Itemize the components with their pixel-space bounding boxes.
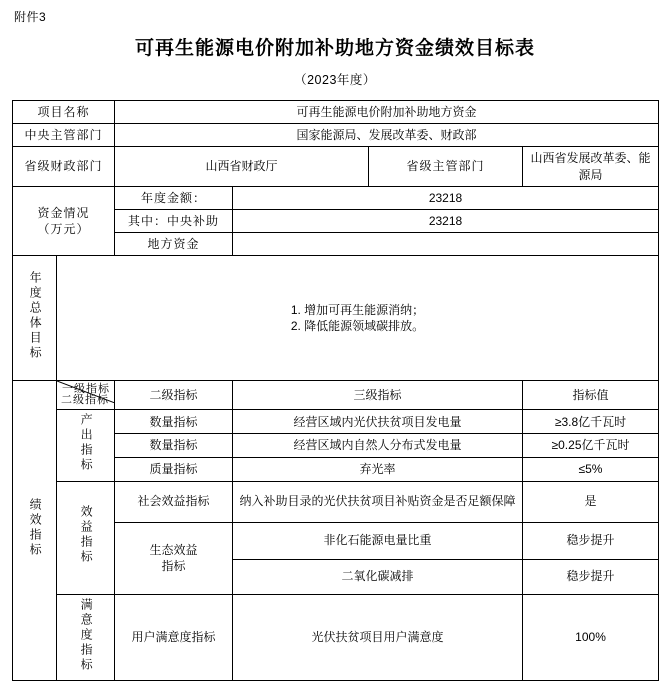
value-header: 指标值 (523, 381, 659, 410)
funding-label (13, 186, 115, 256)
indicator-value-5: 稳步提升 (523, 559, 659, 594)
local-funds-label: 地方资金 (115, 233, 233, 256)
category-satisfaction (57, 594, 115, 680)
attachment-number: 附件3 (14, 10, 47, 24)
indicator-level2-0: 数量指标 (115, 410, 233, 434)
table-row-annual-goal (13, 256, 659, 381)
indicator-value-1: ≥0.25亿千瓦时 (523, 434, 659, 458)
central-subsidy-label: 其中：中央补助 (115, 209, 233, 232)
indicator-level2-4 (115, 522, 233, 594)
table-row-project-name (13, 101, 659, 124)
annual-amount-label: 年度金额： (115, 186, 233, 209)
central-dept-value: 国家能源局、发展改革委、财政部 (115, 124, 659, 147)
annual-goal-line-2: 2. 降低能源领域碳排放。 (290, 319, 425, 334)
provincial-dept-value: 山西省发展改革委、能源局 (523, 147, 659, 186)
category-benefit (57, 481, 115, 594)
table-row-central-dept (13, 124, 659, 147)
annual-goal-label-text: 年度总体目标 (28, 271, 43, 362)
indicator-level3-0: 经营区域内光伏扶贫项目发电量 (233, 410, 523, 434)
central-subsidy-value: 23218 (233, 209, 659, 232)
table-row-annual-amount (13, 186, 659, 209)
funding-label-line2: （万元） (37, 222, 90, 237)
indicator-level3-1: 经营区域内自然人分布式发电量 (233, 434, 523, 458)
page-subtitle: （2023年度） (294, 73, 376, 87)
category-output (57, 410, 115, 481)
annual-goal-label (13, 256, 57, 381)
indicator-value-2: ≤5% (523, 457, 659, 481)
level3-header: 三级指标 (233, 381, 523, 410)
performance-indicator-label-text: 绩效指标 (28, 498, 43, 559)
annual-amount-value: 23218 (233, 186, 659, 209)
level2-header: 二级指标 (115, 381, 233, 410)
project-name-value: 可再生能源电价附加补助地方资金 (115, 101, 659, 124)
indicator-level3-5: 二氧化碳减排 (233, 559, 523, 594)
table-row-indicator-6 (13, 594, 659, 680)
indicator-level3-4: 非化石能源电量比重 (233, 522, 523, 559)
table-row-indicator-0 (13, 410, 659, 434)
level1-header-bottom: 二级指标 (61, 394, 109, 407)
indicator-level3-2: 弃光率 (233, 457, 523, 481)
category-benefit-text: 效益指标 (79, 505, 94, 566)
level1-header-cell (57, 381, 115, 410)
indicator-value-4: 稳步提升 (523, 522, 659, 559)
project-name-label: 项目名称 (13, 101, 115, 124)
indicator-value-3: 是 (523, 481, 659, 522)
eco-label-line2: 指标 (161, 559, 186, 573)
provincial-finance-value: 山西省财政厅 (115, 147, 369, 186)
page-title: 可再生能源电价附加补助地方资金绩效目标表 (134, 38, 535, 59)
category-satisfaction-text: 满意度指标 (79, 597, 94, 673)
provincial-dept-label: 省级主管部门 (369, 147, 523, 186)
table-row-indicator-3 (13, 481, 659, 522)
performance-goal-table (12, 100, 659, 681)
indicator-level2-3: 社会效益指标 (115, 481, 233, 522)
category-output-text: 产出指标 (79, 413, 94, 474)
indicator-level3-3: 纳入补助目录的光伏扶贫项目补贴资金是否足额保障 (233, 481, 523, 522)
funding-label-line1: 资金情况 (37, 205, 90, 220)
provincial-finance-label: 省级财政部门 (13, 147, 115, 186)
local-funds-value (233, 233, 659, 256)
indicator-level3-6: 光伏扶贫项目用户满意度 (233, 594, 523, 680)
indicator-value-6: 100% (523, 594, 659, 680)
eco-label-line1: 生态效益 (149, 542, 198, 557)
annual-goal-line-1: 1. 增加可再生能源消纳； (290, 303, 425, 318)
indicator-level2-1: 数量指标 (115, 434, 233, 458)
level1-header-top: 一级指标 (62, 383, 111, 396)
table-row-indicator-header (13, 381, 659, 410)
table-row-provincial (13, 147, 659, 186)
indicator-level2-6: 用户满意度指标 (115, 594, 233, 680)
indicator-value-0: ≥3.8亿千瓦时 (523, 410, 659, 434)
performance-indicator-label (13, 381, 57, 680)
annual-goal-text (57, 256, 659, 381)
indicator-level2-2: 质量指标 (115, 457, 233, 481)
central-dept-label: 中央主管部门 (13, 124, 115, 147)
